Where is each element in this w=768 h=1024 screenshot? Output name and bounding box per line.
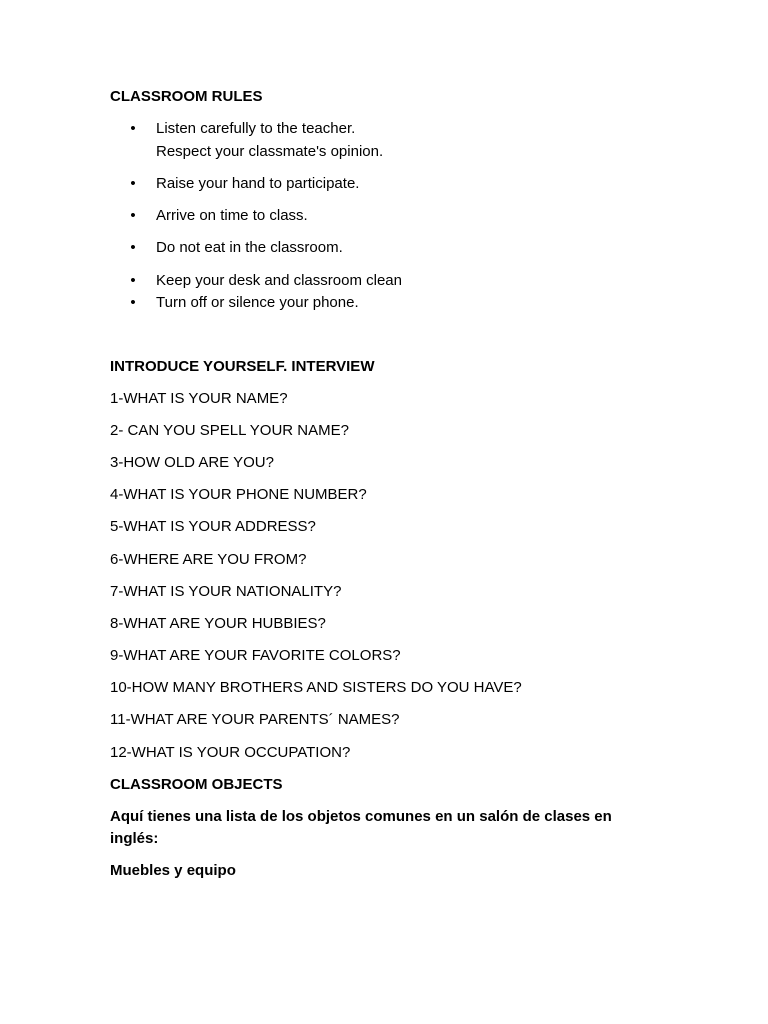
bullet-icon: •	[130, 294, 136, 311]
bullet-icon: •	[130, 207, 136, 224]
interview-question: 10-HOW MANY BROTHERS AND SISTERS DO YOU HAVE?	[110, 679, 522, 696]
objects-intro-paragraph: Aquí tienes una lista de los objetos comunes en un salón de clases en inglés:	[110, 808, 612, 847]
rule-text: Arrive on time to class.	[156, 207, 308, 224]
bullet-icon: •	[130, 239, 136, 256]
bullet-icon: •	[130, 175, 136, 192]
bullet-icon: •	[130, 272, 136, 289]
interview-question: 8-WHAT ARE YOUR HUBBIES?	[110, 615, 326, 632]
rule-text: Do not eat in the classroom.	[156, 239, 343, 256]
rule-text: Keep your desk and classroom clean	[156, 272, 402, 289]
rule-text: Respect your classmate's opinion.	[156, 143, 384, 160]
interview-question: 6-WHERE ARE YOU FROM?	[110, 551, 307, 568]
rule-text: Listen carefully to the teacher.	[156, 120, 356, 137]
interview-question: 11-WHAT ARE YOUR PARENTS´ NAMES?	[110, 711, 400, 728]
bullet-icon: •	[130, 120, 136, 137]
classroom-rules-heading: CLASSROOM RULES	[110, 88, 263, 105]
interview-question: 2- CAN YOU SPELL YOUR NAME?	[110, 422, 349, 439]
furniture-heading: Muebles y equipo	[110, 862, 236, 879]
interview-heading: INTRODUCE YOURSELF. INTERVIEW	[110, 358, 375, 375]
interview-question: 1-WHAT IS YOUR NAME?	[110, 390, 288, 407]
interview-question: 7-WHAT IS YOUR NATIONALITY?	[110, 583, 342, 600]
interview-question: 12-WHAT IS YOUR OCCUPATION?	[110, 744, 351, 761]
classroom-objects-heading: CLASSROOM OBJECTS	[110, 776, 283, 793]
interview-question: 4-WHAT IS YOUR PHONE NUMBER?	[110, 486, 367, 503]
interview-question: 5-WHAT IS YOUR ADDRESS?	[110, 518, 316, 535]
rule-text: Turn off or silence your phone.	[156, 294, 359, 311]
interview-question: 9-WHAT ARE YOUR FAVORITE COLORS?	[110, 647, 401, 664]
rule-text: Raise your hand to participate.	[156, 175, 360, 192]
interview-question: 3-HOW OLD ARE YOU?	[110, 454, 274, 471]
